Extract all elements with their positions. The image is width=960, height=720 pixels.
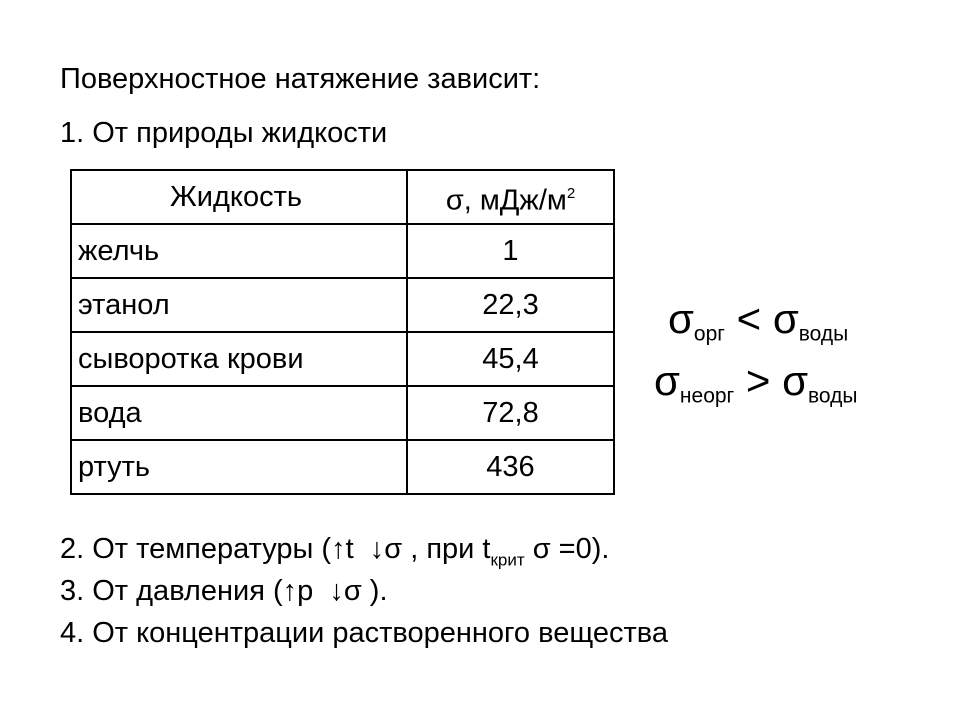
- greater-than-operator: >: [734, 357, 783, 404]
- sigma-symbol: σ: [782, 357, 809, 404]
- list-item-temperature: [60, 532, 609, 578]
- header-sigma: [407, 170, 614, 224]
- subscript-water: воды: [808, 384, 858, 408]
- table-row: [71, 278, 614, 332]
- list-item-concentration: 4. От концентрации растворенного вещества: [60, 617, 668, 649]
- slide-heading: Поверхностное натяжение зависит:: [60, 63, 541, 95]
- table-row: [71, 440, 614, 494]
- cell-liquid-name: желчь: [71, 224, 407, 278]
- less-than-operator: <: [724, 295, 773, 342]
- cell-liquid-name: вода: [71, 386, 407, 440]
- liquid-tension-table: [70, 169, 615, 495]
- list-item-pressure: 3. От давления (↑p ↓σ ).: [60, 575, 388, 607]
- cell-liquid-name: этанол: [71, 278, 407, 332]
- relation-inorganic-vs-water: [654, 357, 858, 420]
- cell-liquid-name: сыворотка крови: [71, 332, 407, 386]
- cell-sigma-value: 22,3: [407, 278, 614, 332]
- temperature-text-end: σ =0).: [524, 533, 610, 565]
- subscript-water: воды: [798, 322, 849, 346]
- list-item-liquid-nature: 1. От природы жидкости: [60, 117, 388, 149]
- relation-organic-vs-water: [668, 295, 848, 358]
- cell-sigma-value: 72,8: [407, 386, 614, 440]
- temperature-text: 2. От температуры (↑t ↓σ , при t: [60, 533, 491, 565]
- table-row: [71, 332, 614, 386]
- header-sigma-exponent: 2: [566, 184, 576, 202]
- table-row: [71, 224, 614, 278]
- sigma-symbol: σ: [668, 295, 694, 342]
- header-sigma-label: σ, мДж/м: [445, 184, 567, 217]
- table-row: [71, 386, 614, 440]
- subscript-inorganic: неорг: [679, 384, 735, 408]
- header-liquid: [71, 170, 407, 224]
- sigma-symbol: σ: [772, 295, 799, 342]
- sigma-symbol: σ: [654, 357, 680, 404]
- cell-sigma-value: 45,4: [407, 332, 614, 386]
- cell-sigma-value: 436: [407, 440, 614, 494]
- cell-sigma-value: 1: [407, 224, 614, 278]
- header-liquid-label: Жидкость: [170, 181, 302, 213]
- subscript-organic: орг: [693, 322, 725, 346]
- subscript-critical: крит: [490, 550, 525, 570]
- cell-liquid-name: ртуть: [71, 440, 407, 494]
- table-header-row: [71, 170, 614, 224]
